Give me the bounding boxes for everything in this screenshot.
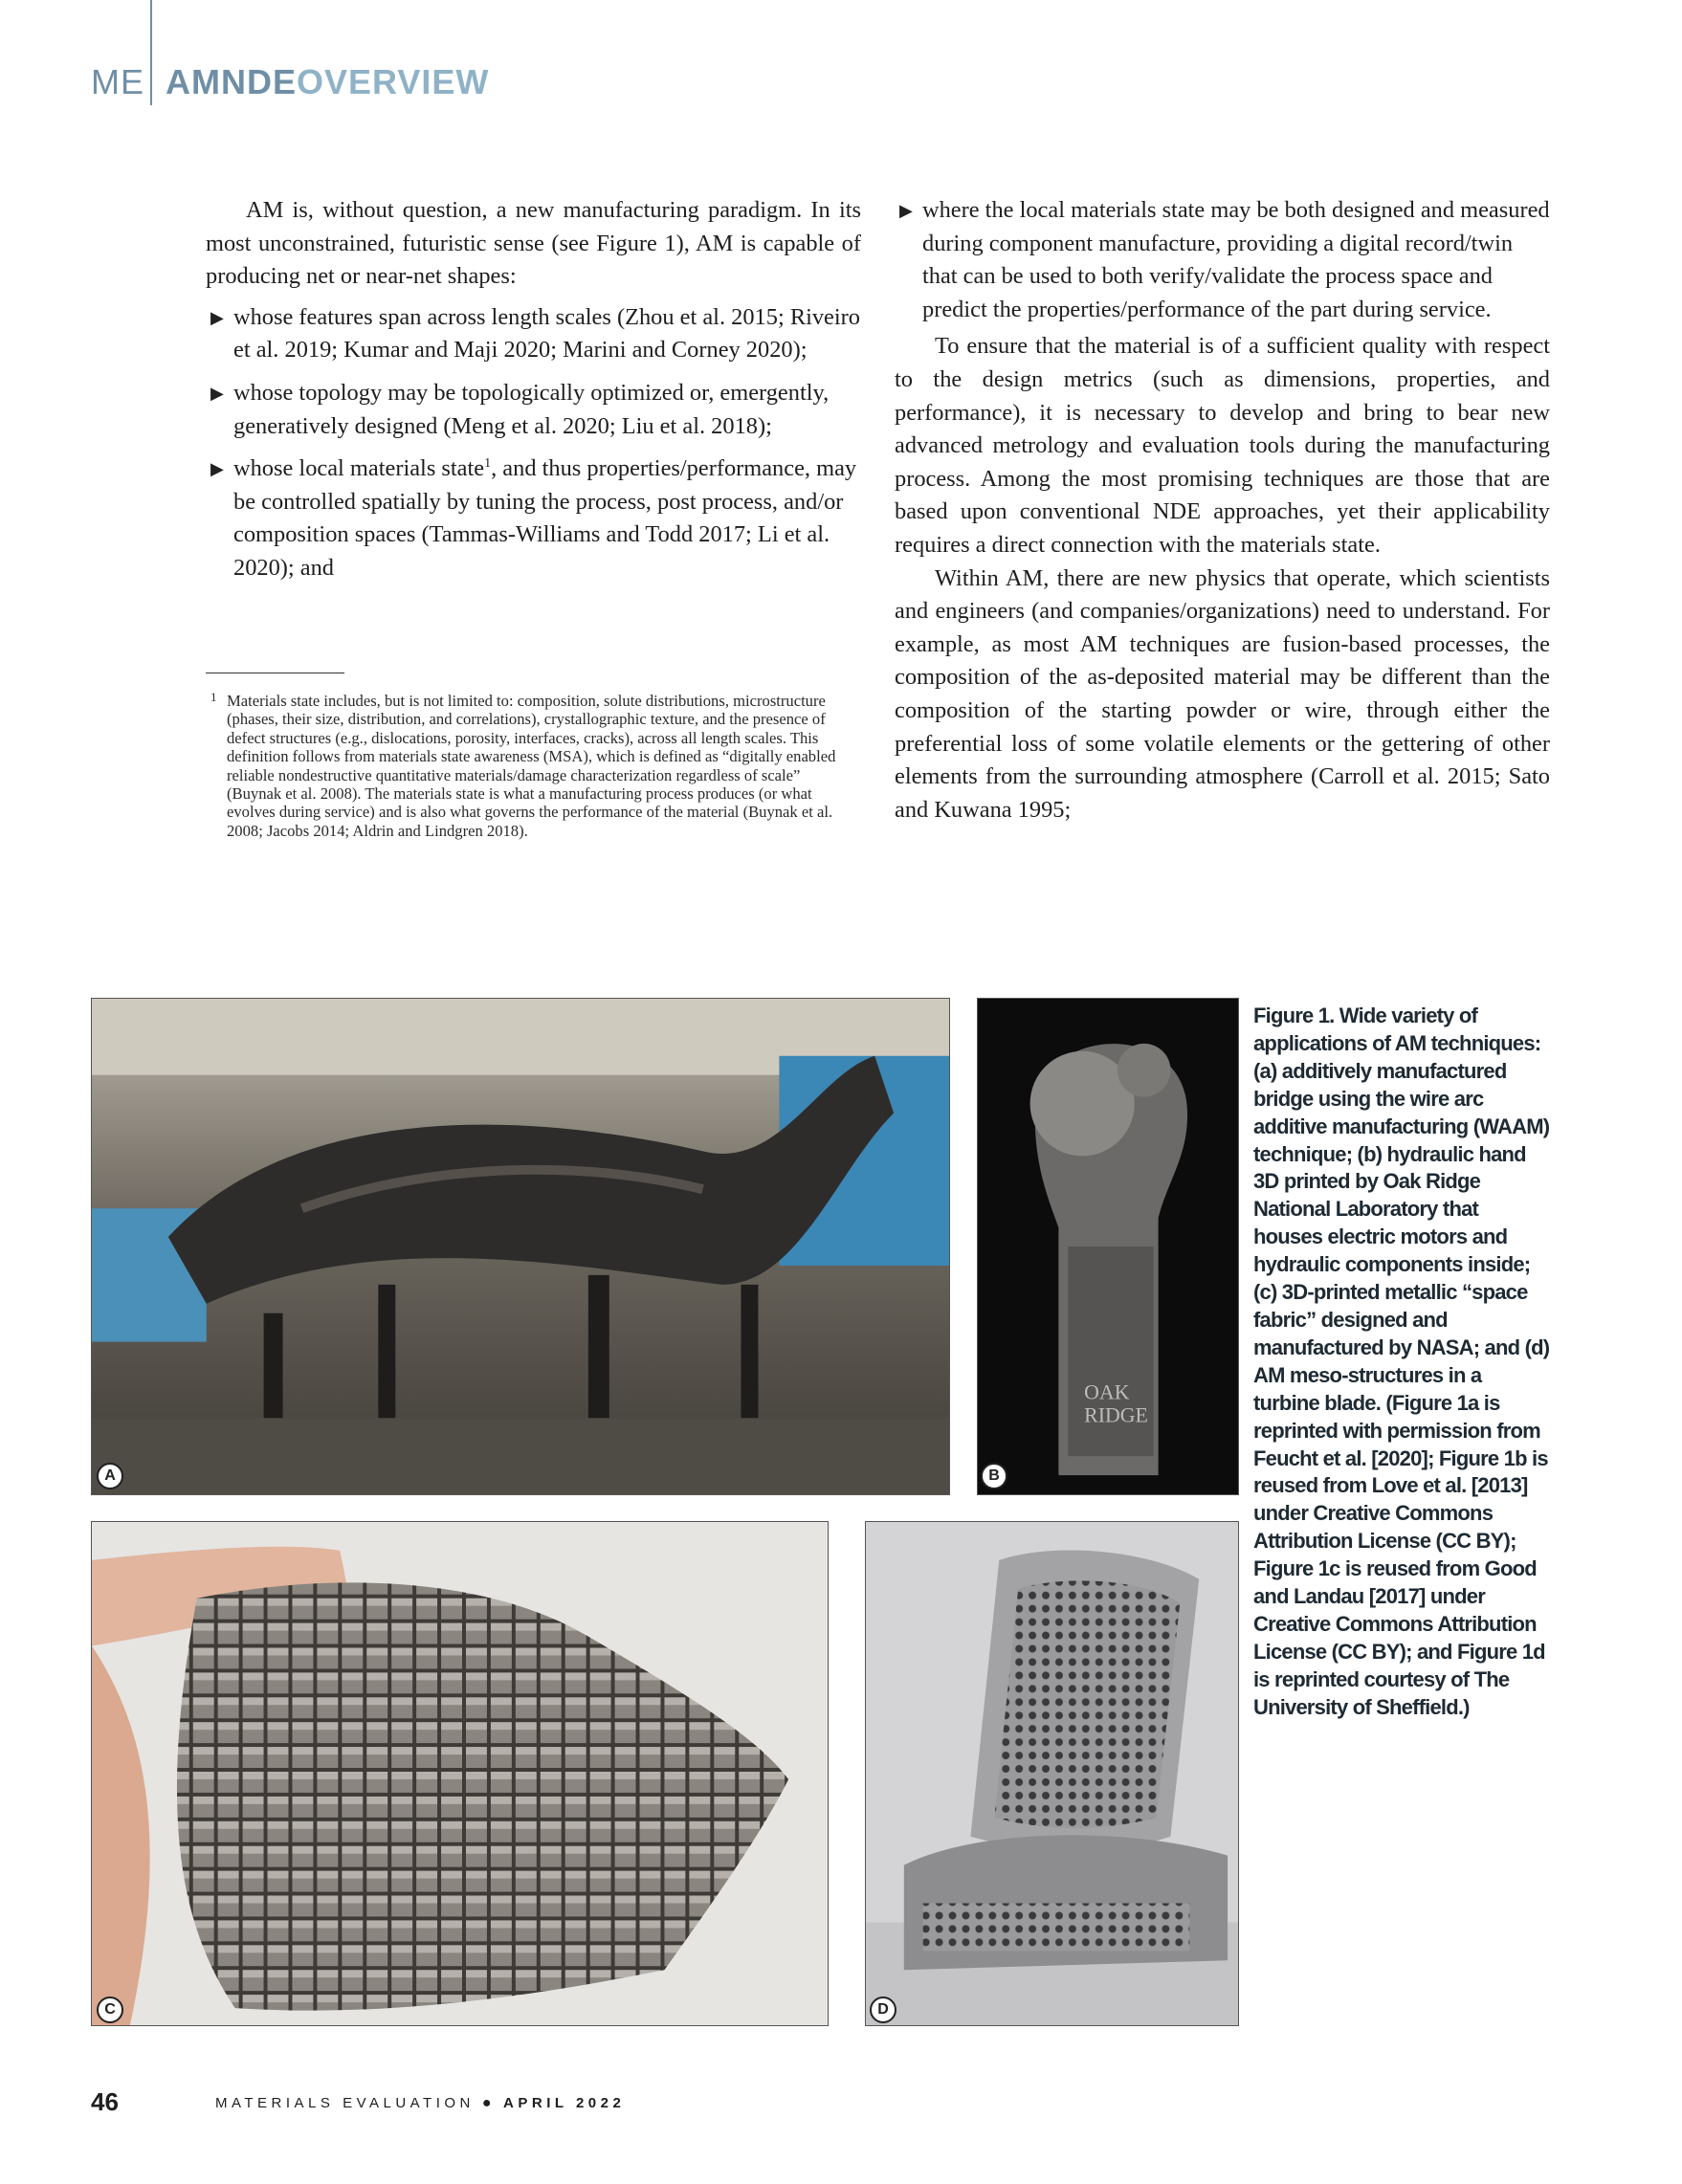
panel-label-d: D [870,1996,896,2023]
intro-paragraph: AM is, without question, a new manufacturing paradigm. In its most unconstrained, futuristic sense (see Figure 1), AM is capable of producing net or near-net shapes: [206,197,861,290]
bullet-dot-icon: ● [481,2095,497,2111]
list-item-text [233,452,861,585]
list-item-text: whose topology may be topologically optimized or, emergently, generatively designed (Meng et al. 2020; Liu et al. 2018); [233,379,830,439]
triangle-bullet-icon: ▶ [210,459,224,479]
figure-panel-a-bridge-photo [91,998,950,1495]
journal-title-line [215,2095,625,2112]
triangle-bullet-icon: ▶ [210,383,224,403]
list-item [895,194,1550,326]
list-item-text-part: whose local materials state [233,455,485,482]
oak-ridge-logo-line1: OAK [1084,1380,1130,1404]
figure-panel-b-hand-photo [977,998,1239,1495]
list-item-text-part: , and thus properties/performance, may be controlled spatially by tuning the process, post process, and/or composition spaces (Tammas-Williams and Todd 2017; Li et al. 2020); and [233,455,857,581]
panel-label-b: B [981,1463,1007,1489]
left-column [206,194,861,595]
footnote [210,692,847,840]
list-item [206,452,861,585]
page-footer [91,2087,626,2117]
footnote-text: Materials state includes, but is not limited to: composition, solute distributions, microstructure (phases, their size, distribution, and correlations), crystallographic texture, and the presence of defect structures (e.g., dislocations, porosity, interfaces, cracks), across all length scales. This definition follows from materials state awareness (MSA), which is defined as “digitally enabled reliable nondestructive quantitative materials/damage characterization regardless of scale” (Buynak et al. 2008). The materials state is what a manufacturing process produces (or what evolves during service) and is also what governs the performance of the material (Buynak et al. 2008; Jacobs 2014; Aldrin and Lindgren 2018). [227,692,836,840]
footnote-number: 1 [210,690,217,704]
list-item [206,301,861,367]
body-paragraph: Within AM, there are new physics that operate, which scientists and engineers (and companies/organizations) need to understand. For example, as most AM techniques are fusion-based processes, the composition of the as-deposited material may be different than the composition of the starting powder or wire, through either the preferential loss of some volatile elements or the gettering of other elements from the surrounding atmosphere (Carroll et al. 2015; Sato and Kuwana 1995; [895,564,1550,823]
figure-caption: Figure 1. Wide variety of applications of AM techniques: (a) additively manufactured bridge using the wire arc additive manufacturing (WAAM) technique; (b) hydraulic hand 3D printed by Oak Ridge National Laboratory that houses electric motors and hydraulic components inside; (c) 3D-printed metallic “space fabric” designed and manufactured by NASA; and (d) AM meso-structures in a turbine blade. (Figure 1a is reprinted with permission from Feucht et al. [2020]; Figure 1b is reused from Love et al. [2013] under Creative Commons Attribution License (CC BY); Figure 1c is reused from Good and Landau [2017] under Creative Commons Attribution License (CC BY); and Figure 1d is reprinted courtesy of The University of Sheffield.) [1253,1004,1550,1719]
body-paragraph: To ensure that the material is of a sufficient quality with respect to the design metrics (such as dimensions, properties, and performance), it is necessary to develop and bring to bear new advanced metrology and evaluation tools during the manufacturing process. Among the most promising techniques are those that are based upon conventional NDE approaches, yet their applicability requires a direct connection with the materials state. [895,333,1550,558]
header-section-label: ME [91,62,144,101]
figure-panel-d-turbine-blade-photo [865,1521,1239,2026]
list-item-text: where the local materials state may be both designed and measured during component manufacture, providing a digital record/twin that can be used to both verify/validate the process space and predict the properties/performance of the part during service. [922,197,1550,322]
list-item [206,377,861,443]
section-header [91,62,490,101]
triangle-bullet-icon: ▶ [899,201,913,220]
figure-panel-c-space-fabric-photo [91,1521,829,2026]
header-overview: OVERVIEW [297,62,490,101]
right-column [895,194,1550,827]
oak-ridge-logo-line2: RIDGE [1084,1403,1148,1427]
triangle-bullet-icon: ▶ [210,307,224,327]
list-item-text: whose features span across length scales (Zhou et al. 2015; Riveiro et al. 2019; Kumar and Maji 2020; Marini and Corney 2020); [233,303,860,364]
journal-name: MATERIALS EVALUATION [215,2095,475,2111]
panel-label-a: A [97,1463,123,1489]
issue-date: APRIL 2022 [503,2095,626,2111]
header-amnde: AMNDE [166,62,297,101]
footnote-ref[interactable]: 1 [484,456,492,472]
page-number: 46 [91,2087,119,2116]
panel-label-c: C [97,1996,123,2023]
